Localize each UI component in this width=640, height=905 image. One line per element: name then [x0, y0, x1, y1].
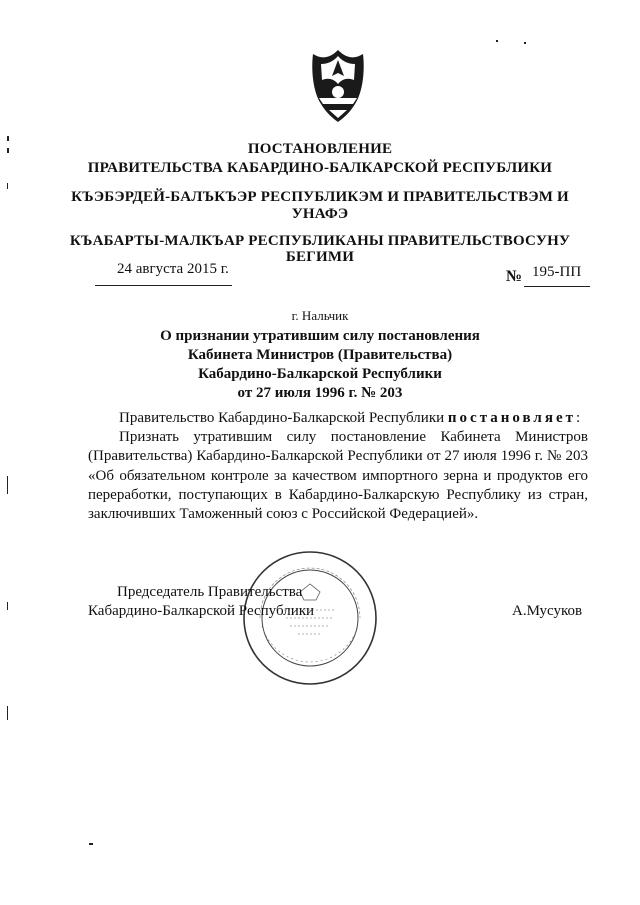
scan-mark — [496, 40, 498, 42]
document-date: 24 августа 2015 г. — [117, 261, 229, 277]
kabardian-heading-line1: КЪЭБЭРДЕЙ-БАЛЪКЪЭР РЕСПУБЛИКЭМ И ПРАВИТЕЛЬСТВЭМ И — [71, 189, 569, 205]
title-line2: Кабинета Министров (Правительства) — [187, 347, 453, 363]
resolution-paragraph: Признать утратившим силу постановление Кабинета Министров (Правительства) Кабардино-Балкарской Республики от 27 июля 1996 г. № 203 «Об обязательном контроле за качеством импортного зерна и продуктов его переработки, поступающих в Кабардино-Балкарскую Республику из стран, заключивших Таможенный союз с Российской Федерацией». — [88, 429, 588, 523]
balkar-heading-line1: КЪАБАРТЫ-МАЛКЪАР РЕСПУБЛИКАНЫ ПРАВИТЕЛЬСТВОСУНУ — [69, 233, 571, 249]
government-heading: ПРАВИТЕЛЬСТВА КАБАРДИНО-БАЛКАРСКОЙ РЕСПУБЛИКИ — [87, 160, 553, 176]
scan-mark — [7, 476, 8, 494]
preamble-text: Правительство Кабардино-Балкарской Республики — [119, 410, 448, 426]
balkar-heading-line2: БЕГИМИ — [285, 249, 355, 265]
scan-mark — [7, 602, 8, 610]
date-underline — [95, 285, 232, 286]
title-line3: Кабардино-Балкарской Республики — [198, 366, 442, 382]
title-line4: от 27 июля 1996 г. № 203 — [237, 385, 403, 401]
city: г. Нальчик — [291, 308, 349, 323]
number-underline — [524, 286, 590, 287]
kabardian-heading-line2: УНАФЭ — [291, 206, 349, 222]
coat-of-arms-emblem — [307, 40, 369, 124]
signatory-name: А.Мусуков — [512, 603, 583, 619]
doc-type-heading: ПОСТАНОВЛЕНИЕ — [247, 141, 393, 157]
number-sign: № — [506, 268, 523, 285]
scan-mark — [524, 42, 526, 44]
scan-mark — [7, 706, 8, 720]
signatory-position-line1: Председатель Правительства — [117, 584, 303, 600]
preamble-colon: : — [575, 410, 581, 426]
scan-mark — [89, 843, 93, 845]
title-line1: О признании утратившим силу постановления — [160, 328, 480, 344]
resolution-preamble — [88, 409, 588, 428]
signatory-position-line2: Кабардино-Балкарской Республики — [88, 603, 315, 619]
document-number: 195-ПП — [532, 264, 582, 280]
resolves-verb: постановляет — [447, 410, 576, 426]
